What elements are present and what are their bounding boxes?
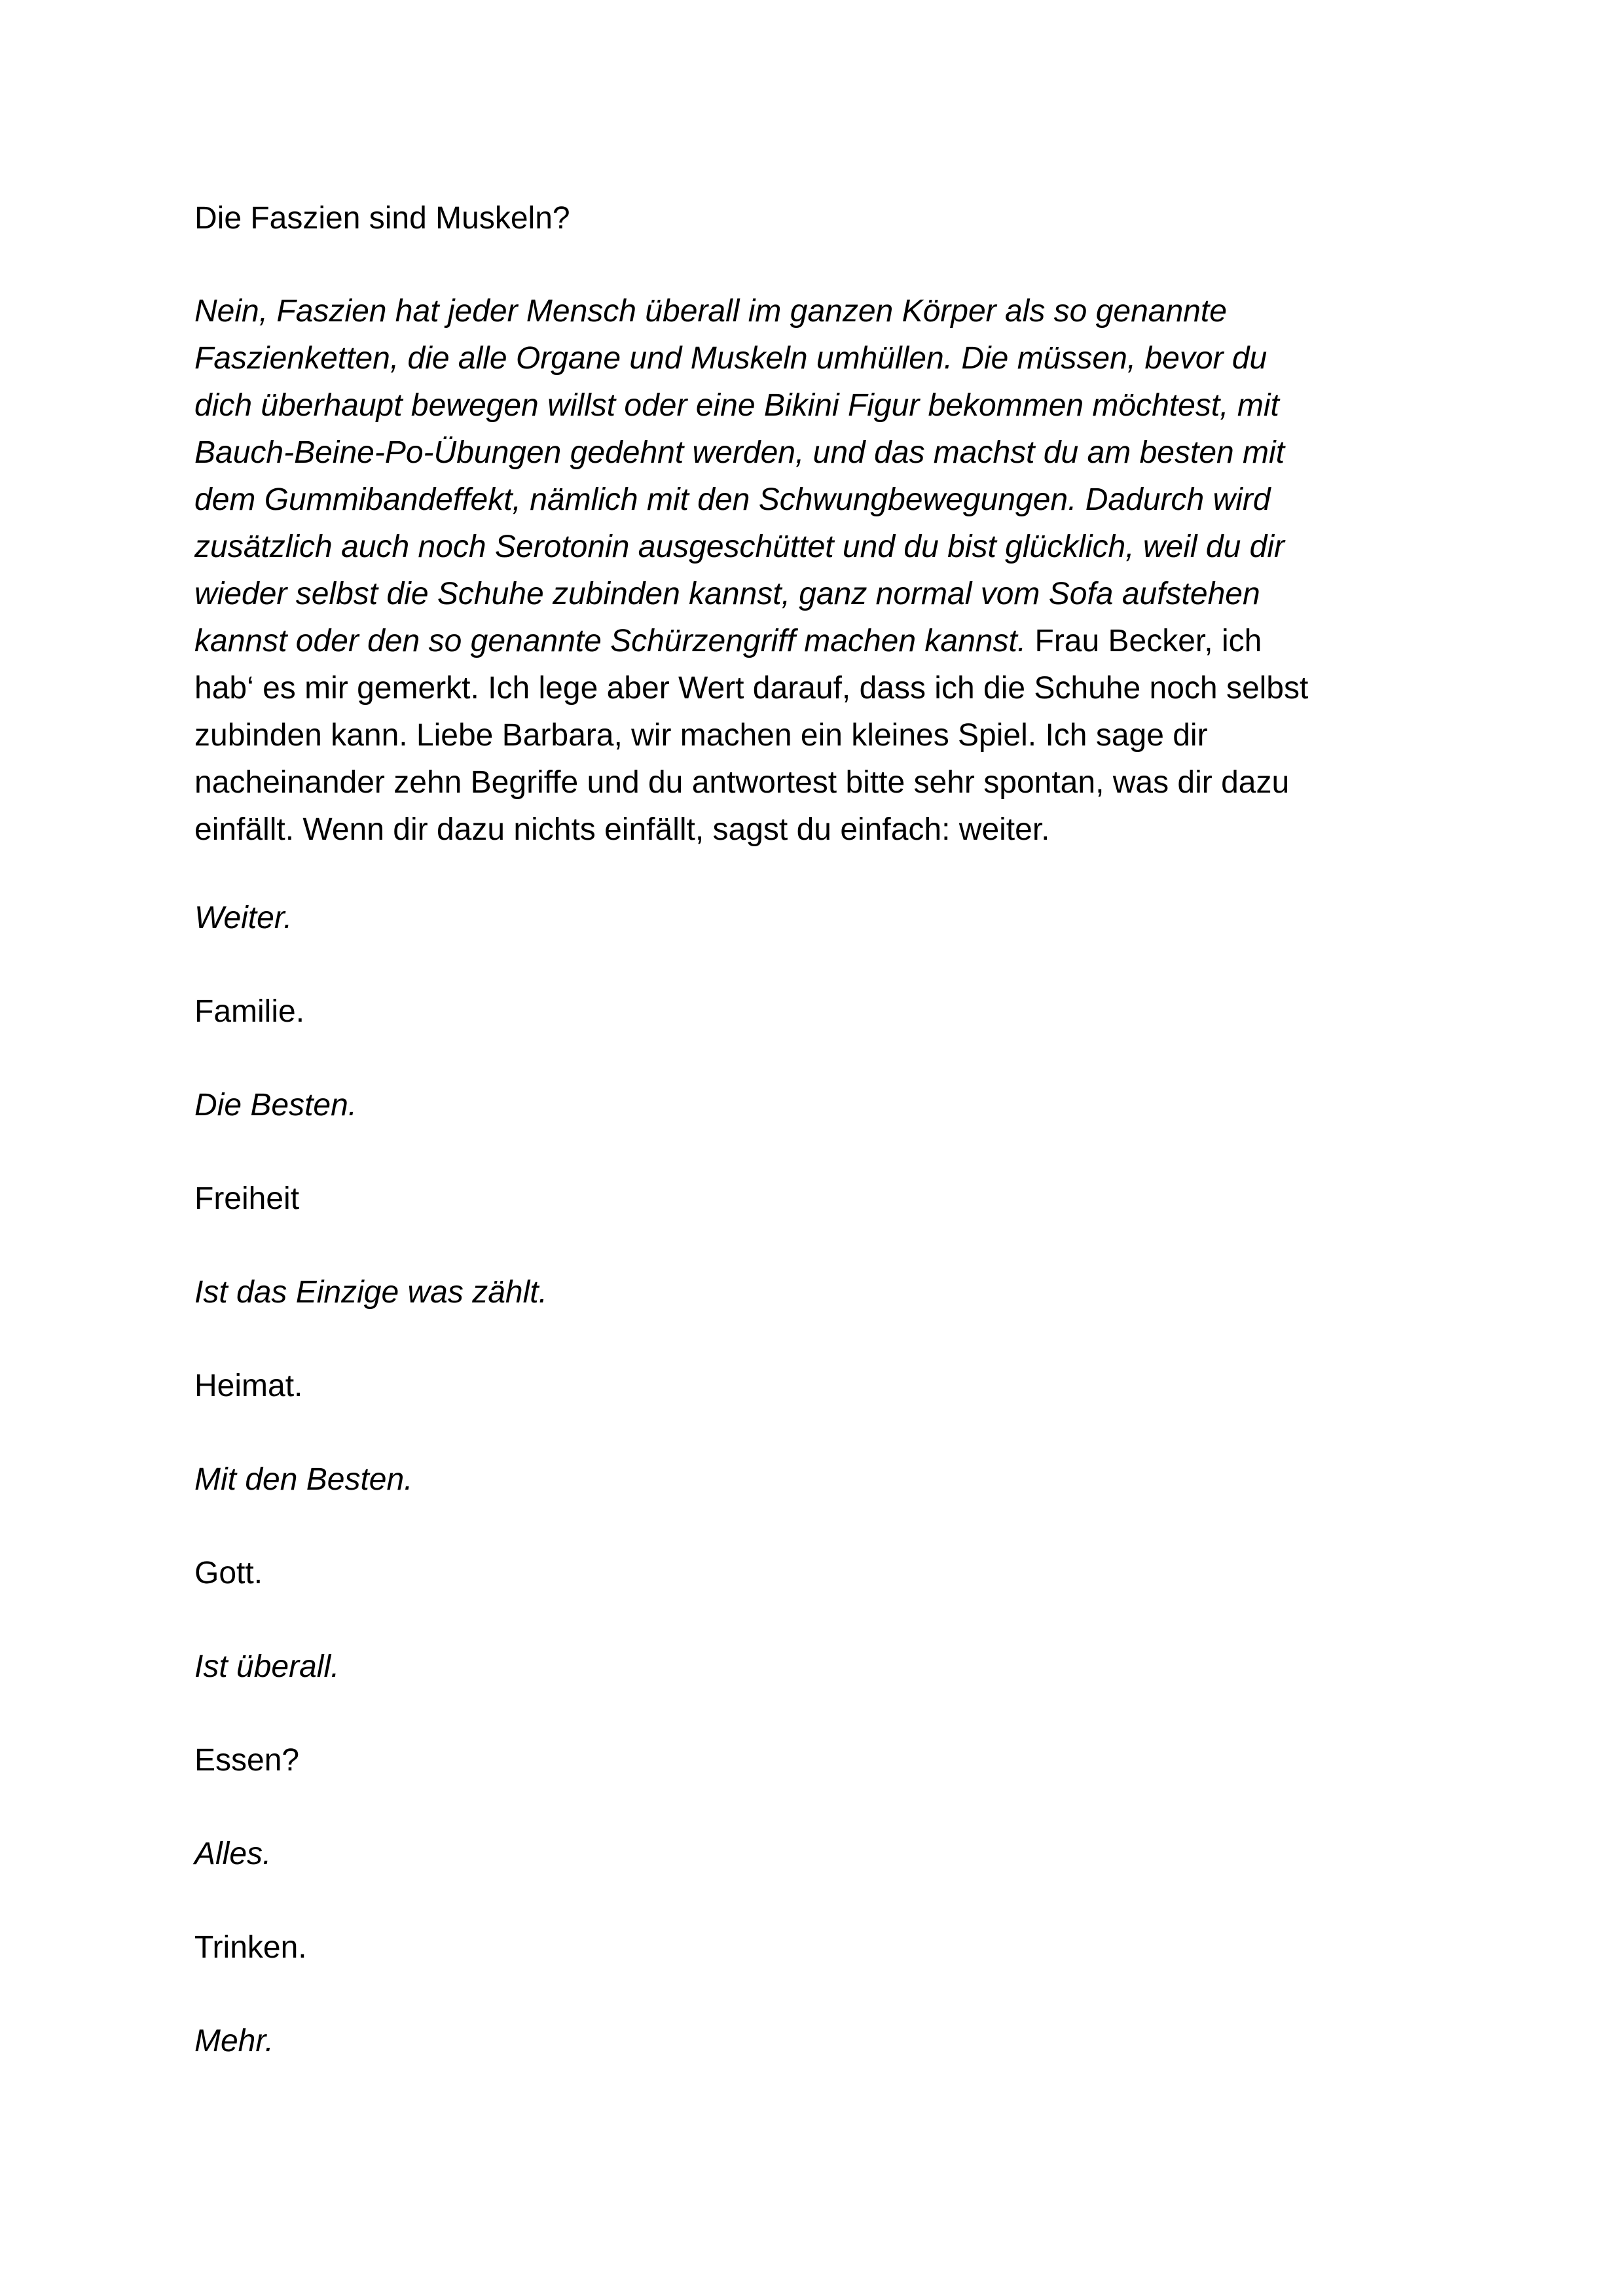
reply-line: nacheinander zehn Begriffe und du antwortest bitte sehr spontan, was dir dazu (194, 765, 1290, 800)
dialogue-prompt: Freiheit (194, 1181, 300, 1216)
dialogue-answer: Ist überall. (194, 1649, 340, 1684)
dialogue-line-12 (194, 1924, 1438, 1971)
dialogue-line-2 (194, 988, 1438, 1035)
answer-line: dem Gummibandeffekt, nämlich mit den Schwungbewegungen. Dadurch wird (194, 482, 1271, 517)
dialogue-answer: Mehr. (194, 2024, 274, 2058)
dialogue-line-10 (194, 1737, 1438, 1784)
answer-line: Nein, Faszien hat jeder Mensch überall im ganzen Körper als so genannte (194, 294, 1227, 329)
dialogue-prompt: Gott. (194, 1556, 263, 1590)
question-line (194, 195, 1438, 242)
reply-line: einfällt. Wenn dir dazu nichts einfällt, sagst du einfach: weiter. (194, 812, 1050, 847)
answer-line: zusätzlich auch noch Serotonin ausgeschüttet und du bist glücklich, weil du dir (194, 529, 1285, 564)
dialogue-prompt: Essen? (194, 1743, 300, 1778)
dialogue-prompt: Familie. (194, 994, 305, 1029)
dialogue-prompt: Heimat. (194, 1369, 303, 1403)
answer-end-text: kannst oder den so genannte Schürzengriff machen kannst. (194, 624, 1027, 658)
dialogue-line-8 (194, 1550, 1438, 1597)
dialogue-line-3 (194, 1082, 1438, 1129)
dialogue-line-9 (194, 1643, 1438, 1691)
reply-line: hab‘ es mir gemerkt. Ich lege aber Wert darauf, dass ich die Schuhe noch selbst (194, 671, 1309, 706)
reply-start-text: Frau Becker, ich (1026, 624, 1262, 658)
dialogue-answer: Alles. (194, 1837, 272, 1871)
reply-line: zubinden kann. Liebe Barbara, wir machen ein kleines Spiel. Ich sage dir (194, 718, 1208, 753)
dialogue-line-6 (194, 1363, 1438, 1410)
dialogue-line-13 (194, 2018, 1438, 2065)
dialogue-line-4 (194, 1175, 1438, 1223)
dialogue-prompt: Trinken. (194, 1930, 307, 1965)
main-paragraph (194, 288, 1438, 853)
dialogue-answer: Die Besten. (194, 1088, 357, 1122)
answer-line: dich überhaupt bewegen willst oder eine Bikini Figur bekommen möchtest, mit (194, 388, 1279, 423)
dialogue-line-5 (194, 1269, 1438, 1316)
question-text: Die Faszien sind Muskeln? (194, 201, 570, 236)
answer-line: wieder selbst die Schuhe zubinden kannst, ganz normal vom Sofa aufstehen (194, 577, 1260, 611)
mixed-line (194, 618, 1438, 665)
answer-line: Faszienketten, die alle Organe und Muskeln umhüllen. Die müssen, bevor du (194, 341, 1267, 376)
dialogue-line-1 (194, 895, 1438, 942)
dialogue-line-7 (194, 1456, 1438, 1503)
dialogue-line-11 (194, 1831, 1438, 1878)
answer-line: Bauch-Beine-Po-Übungen gedehnt werden, und das machst du am besten mit (194, 435, 1285, 470)
dialogue-answer: Ist das Einzige was zählt. (194, 1275, 547, 1310)
dialogue-answer: Mit den Besten. (194, 1462, 413, 1497)
dialogue-answer: Weiter. (194, 901, 293, 935)
